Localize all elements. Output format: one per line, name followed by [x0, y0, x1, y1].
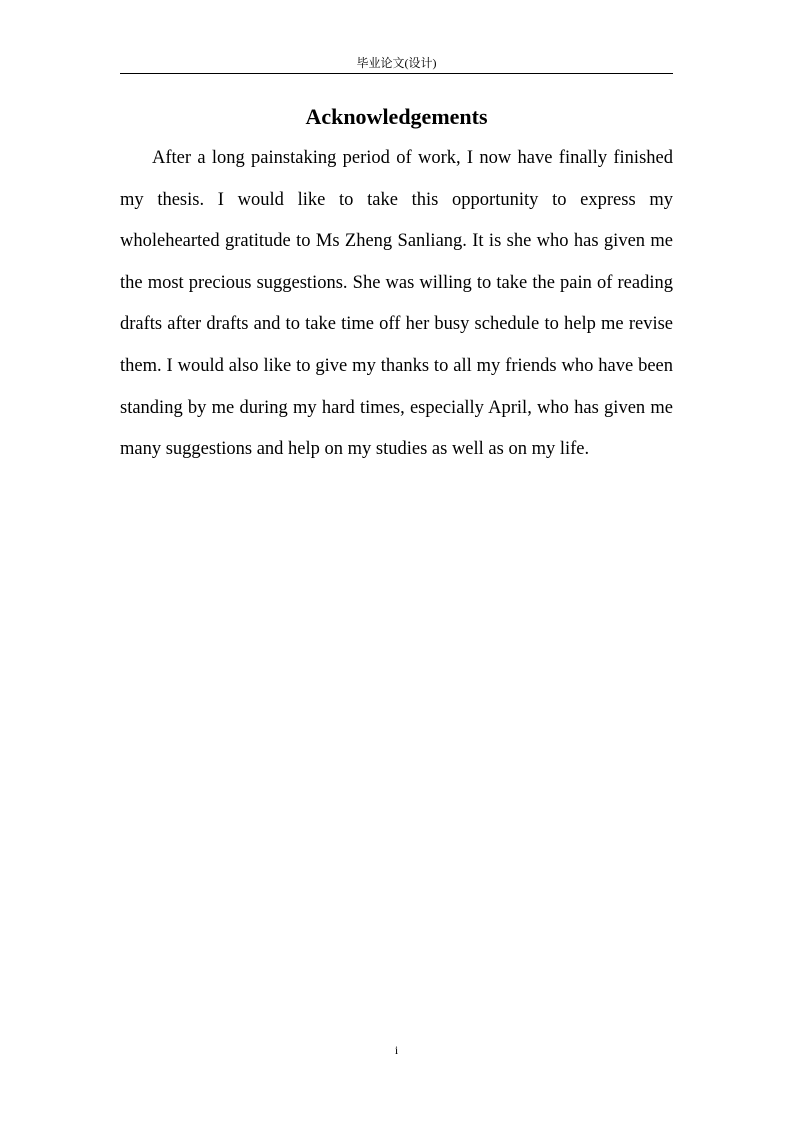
- page-number: i: [394, 1043, 399, 1057]
- acknowledgements-paragraph: After a long painstaking period of work, I now have finally finished my thesis. I would like to take this opportunity to express my wholehearted gratitude to Ms Zheng Sanliang. It is she who has given me the most precious suggestions. She was willing to take the pain of reading drafts after drafts and to take time off her busy schedule to help me revise them. I would also like to give my thanks to all my friends who have been standing by me during my hard times, especially April, who has given me many suggestions and help on my studies as well as on my life.: [120, 148, 673, 460]
- header-rule: [120, 73, 673, 74]
- running-header: 毕业论文(设计): [356, 56, 437, 70]
- page-title: Acknowledgements: [305, 104, 488, 129]
